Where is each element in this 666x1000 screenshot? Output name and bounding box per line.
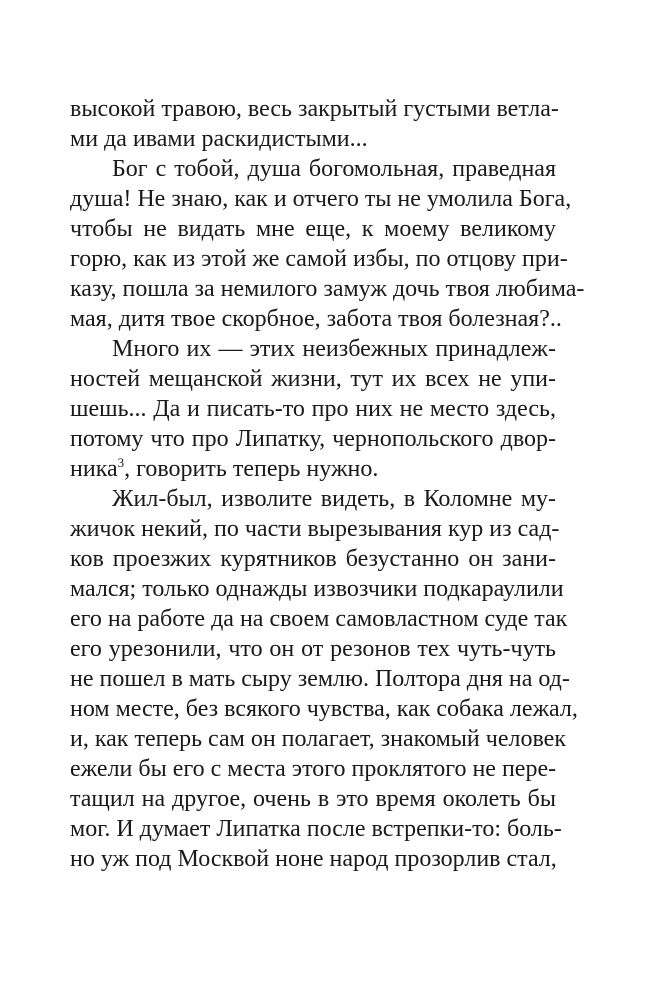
- text-line: казу, пошла за немилого замуж дочь твоя любима-: [70, 276, 585, 302]
- text-line: мая, дитя твое скорбное, забота твоя болезная?..: [70, 306, 562, 332]
- text-line: [70, 454, 556, 484]
- text-line: но уж под Москвой ноне народ прозорлив стал,: [70, 846, 557, 872]
- text-line: Жил-был, изволите видеть, в Коломне му-: [112, 486, 556, 512]
- text-line: высокой травою, весь закрытый густыми ветла-: [70, 96, 559, 122]
- footnote-reference[interactable]: 3: [117, 455, 125, 470]
- text-line: мался; только однажды извозчики подкараулили: [70, 576, 564, 602]
- text-line: ном месте, без всякого чувства, как собака лежал,: [70, 696, 578, 722]
- text-line: Много их — этих неизбежных принадлеж-: [112, 336, 556, 362]
- text-line: тащил на другое, очень в это время околеть бы: [70, 786, 556, 812]
- text-line: ежели бы его с места этого проклятого не пере-: [70, 756, 557, 782]
- text-line: его урезонили, что он от резонов тех чуть-чуть: [70, 636, 556, 662]
- text-line: ностей мещанской жизни, тут их всех не упи-: [70, 366, 556, 392]
- text-line: душа! Не знаю, как и отчего ты не умолила Бога,: [70, 186, 572, 212]
- text-line: ков проезжих курятников безустанно он зани-: [70, 546, 556, 572]
- text-line: Бог с тобой, душа богомольная, праведная: [112, 156, 556, 182]
- text-line: жичок некий, по части вырезывания кур из сад-: [70, 516, 560, 542]
- text-line: его на работе да на своем самовластном суде так: [70, 606, 568, 632]
- text-line: чтобы не видать мне еще, к моему великому: [70, 216, 556, 242]
- text-fragment: , говорить теперь нужно.: [124, 456, 379, 482]
- text-line: и, как теперь сам он полагает, знакомый человек: [70, 726, 566, 752]
- text-line: потому что про Липатку, чернопольского двор-: [70, 426, 556, 452]
- text-line: горю, как из этой же самой избы, по отцову при-: [70, 246, 568, 272]
- text-line: ми да ивами раскидистыми...: [70, 126, 368, 152]
- text-line: шешь... Да и писать-то про них не место здесь,: [70, 396, 556, 422]
- text-line: мог. И думает Липатка после встрепки-то: боль-: [70, 816, 562, 842]
- text-fragment: ника: [70, 456, 118, 482]
- text-line: не пошел в мать сыру землю. Полтора дня на од-: [70, 666, 570, 692]
